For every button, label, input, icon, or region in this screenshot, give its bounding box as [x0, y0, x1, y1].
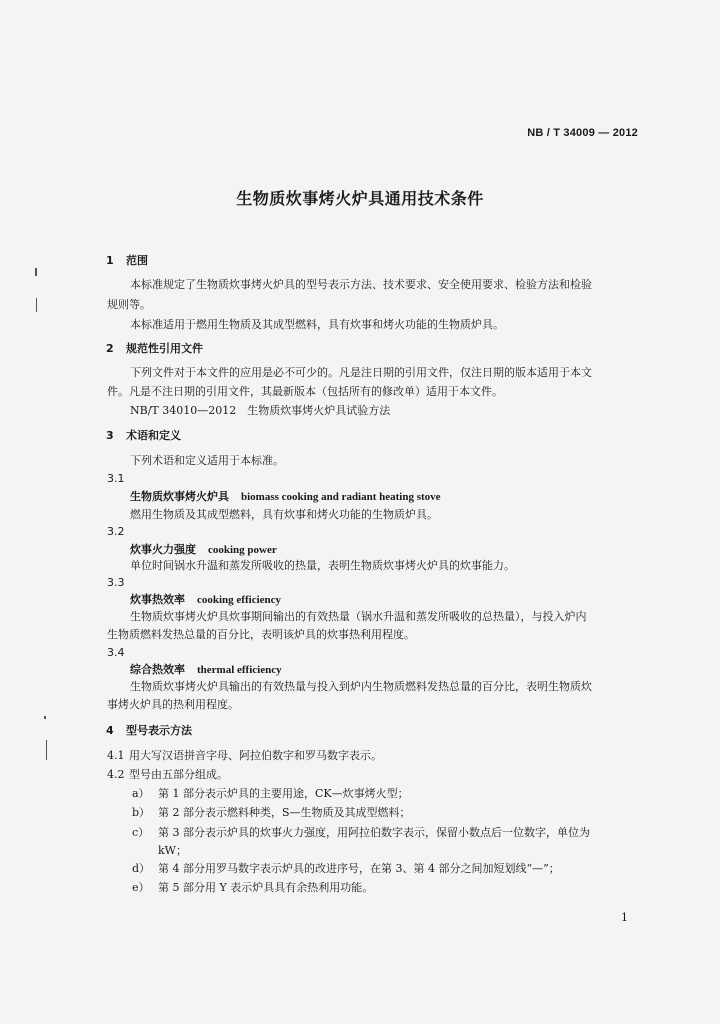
- section-heading-model: [106, 724, 192, 738]
- list-item: [132, 826, 590, 840]
- section-number: 1: [106, 254, 114, 267]
- document-title: 生物质炊事烤火炉具通用技术条件: [236, 189, 484, 208]
- list-item: [132, 862, 560, 876]
- list-text: 第 1 部分表示炉具的主要用途，CK—炊事烤火型；: [158, 787, 409, 800]
- clause-4-2: [107, 768, 228, 782]
- term-title-cn: 炊事热效率: [130, 593, 185, 606]
- scan-mark: [35, 268, 37, 276]
- term-title: [130, 663, 282, 677]
- term-title: [130, 593, 281, 607]
- term-definition: 燃用生物质及其成型燃料，具有炊事和烤火功能的生物质炉具。: [130, 508, 438, 521]
- paragraph-line: 件。凡是不注日期的引用文件，其最新版本（包括所有的修改单）适用于本文件。: [107, 385, 503, 398]
- paragraph-line: 本标准规定了生物质炊事烤火炉具的型号表示方法、技术要求、安全使用要求、检验方法和检验: [130, 278, 592, 291]
- paragraph-line: 本标准适用于燃用生物质及其成型燃料，具有炊事和烤火功能的生物质炉具。: [130, 318, 504, 331]
- term-number: 3.1: [107, 472, 125, 485]
- clause-text: 用大写汉语拼音字母、阿拉伯数字和罗马数字表示。: [129, 749, 382, 762]
- section-title: 术语和定义: [126, 429, 181, 442]
- term-definition: 事烤火炉具的热利用程度。: [107, 698, 239, 711]
- list-text: 第 3 部分表示炉具的炊事火力强度，用阿拉伯数字表示，保留小数点后一位数字，单位为: [158, 826, 590, 839]
- term-definition: 生物质炊事烤火炉具输出的有效热量与投入到炉内生物质燃料发热总量的百分比，表明生物质炊: [130, 680, 592, 693]
- list-label: d）: [132, 862, 151, 875]
- list-label: e）: [132, 881, 150, 894]
- term-definition: 生物质炊事烤火炉具炊事期间输出的有效热量（锅水升温和蒸发所吸收的总热量），与投入炉内: [130, 610, 587, 623]
- section-title: 规范性引用文件: [126, 342, 203, 355]
- section-heading-scope: [106, 254, 148, 268]
- list-text: 第 2 部分表示燃料种类，S—生物质及其成型燃料；: [158, 806, 411, 819]
- list-item: [132, 787, 409, 801]
- term-title-en: thermal efficiency: [197, 664, 282, 676]
- section-number: 2: [106, 342, 114, 355]
- list-item: [132, 806, 411, 820]
- section-number: 4: [106, 724, 114, 737]
- term-title-cn: 综合热效率: [130, 663, 185, 676]
- term-definition: 单位时间锅水升温和蒸发所吸收的热量，表明生物质炊事烤火炉具的炊事能力。: [130, 559, 515, 572]
- scan-mark: [46, 740, 47, 760]
- standard-code: NB / T 34009 — 2012: [527, 127, 638, 139]
- term-title-en: cooking efficiency: [197, 594, 282, 606]
- section-heading-references: [106, 342, 203, 356]
- paragraph-line: 下列术语和定义适用于本标准。: [130, 454, 284, 467]
- list-label: b）: [132, 806, 151, 819]
- term-title-en: cooking power: [208, 544, 277, 556]
- term-title: [130, 490, 441, 504]
- clause-4-1: [107, 749, 382, 763]
- section-title: 范围: [126, 254, 148, 267]
- list-text: 第 5 部分用 Y 表示炉具具有余热利用功能。: [158, 881, 374, 894]
- scan-mark: [36, 298, 37, 312]
- normative-reference: NB/T 34010—2012 生物质炊事烤火炉具试验方法: [130, 404, 391, 417]
- page-number: 1: [621, 911, 628, 924]
- term-title-en: biomass cooking and radiant heating stove: [241, 491, 441, 503]
- section-title: 型号表示方法: [126, 724, 192, 737]
- term-number: 3.4: [107, 646, 125, 659]
- scan-mark: [44, 716, 46, 719]
- list-label: c）: [132, 826, 150, 839]
- term-number: 3.2: [107, 525, 125, 538]
- term-title-cn: 生物质炊事烤火炉具: [130, 490, 229, 503]
- clause-number: 4.2: [107, 768, 125, 781]
- list-item: [132, 881, 373, 895]
- clause-number: 4.1: [107, 749, 125, 762]
- term-title: [130, 543, 277, 557]
- paragraph-line: 规则等。: [107, 298, 151, 311]
- term-number: 3.3: [107, 576, 125, 589]
- term-title-cn: 炊事火力强度: [130, 543, 196, 556]
- list-label: a）: [132, 787, 150, 800]
- term-definition: 生物质燃料发热总量的百分比，表明该炉具的炊事热利用程度。: [107, 628, 415, 641]
- section-number: 3: [106, 429, 114, 442]
- list-text: 第 4 部分用罗马数字表示炉具的改进序号，在第 3、第 4 部分之间加短划线“—”；: [158, 862, 560, 875]
- list-item-continuation: kW；: [158, 844, 187, 857]
- clause-text: 型号由五部分组成。: [129, 768, 228, 781]
- section-heading-terms: [106, 429, 181, 443]
- paragraph-line: 下列文件对于本文件的应用是必不可少的。凡是注日期的引用文件，仅注日期的版本适用于本文: [130, 366, 592, 379]
